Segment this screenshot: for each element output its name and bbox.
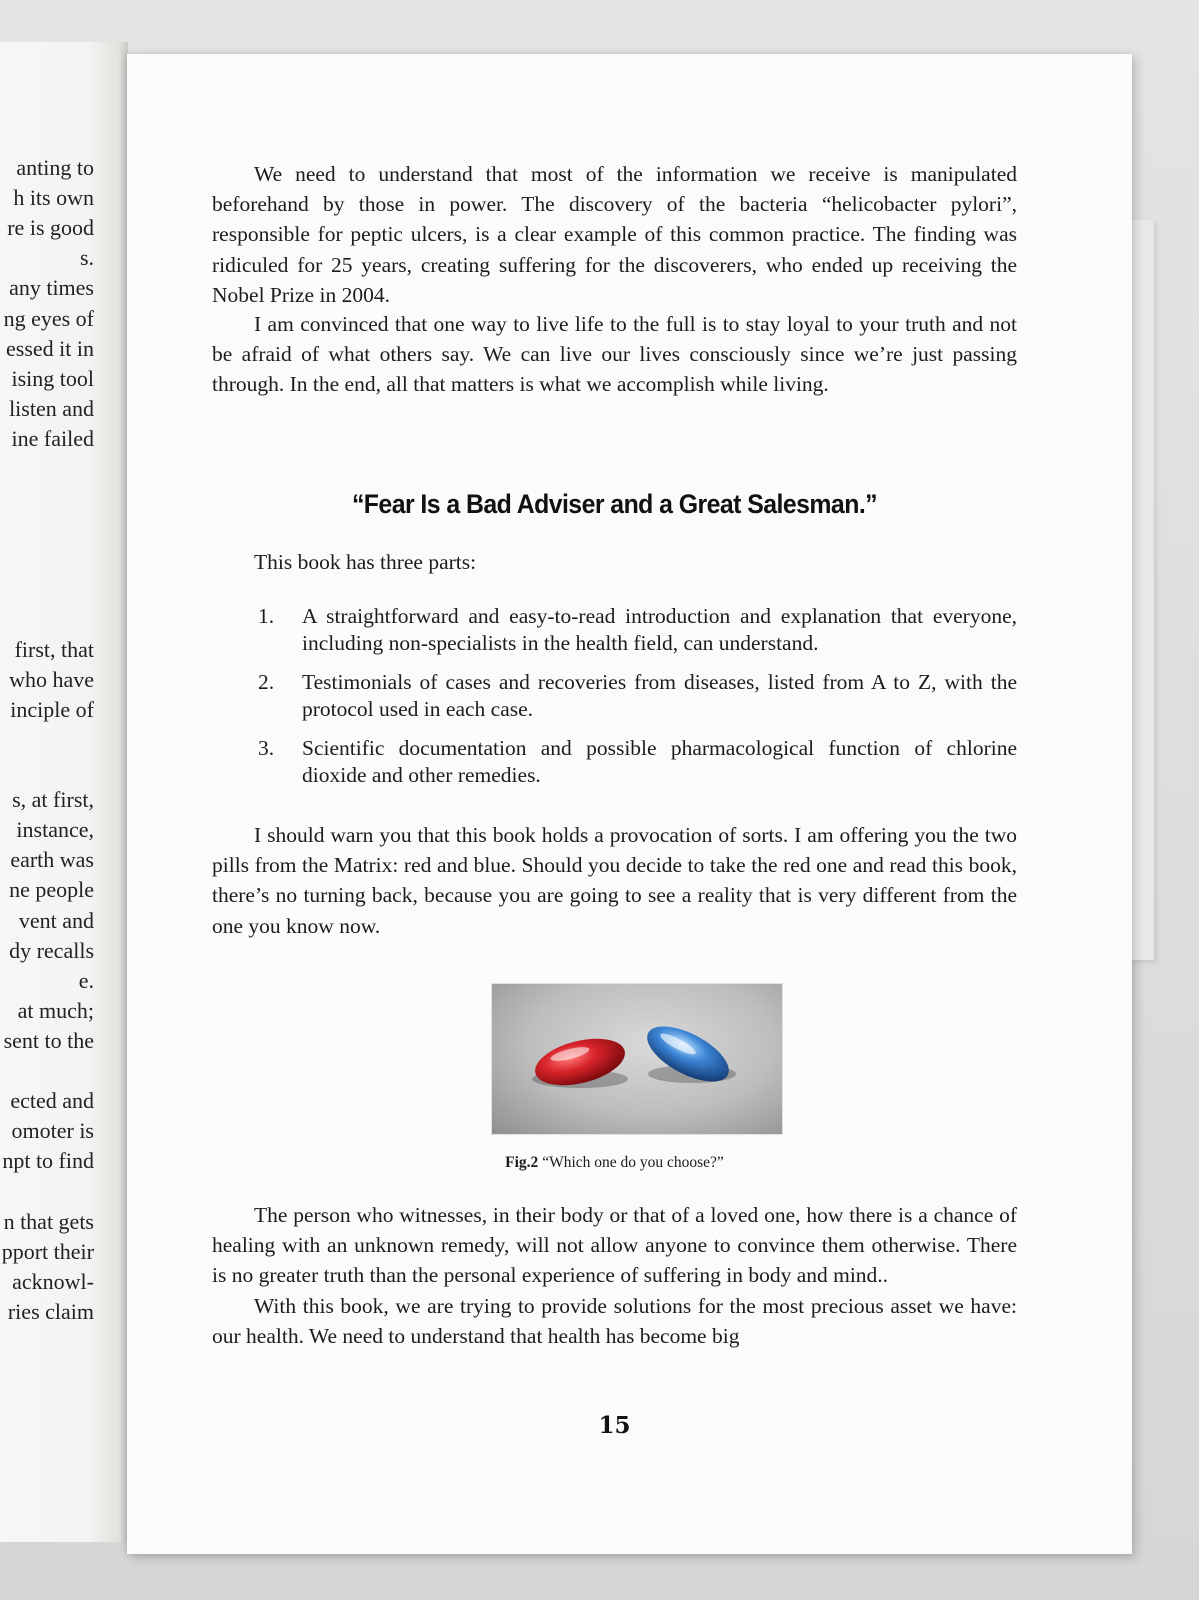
paragraph-1-text: We need to understand that most of the information we receive is manipulated beforehand by those in power. The discovery of the bacteria “helicobacter pylori”, responsible for peptic ulcers, is a clear example of this common practice. The finding was ridiculed for 25 years, creating suffering for the discoverers, who ended up receiving the Nobel Prize in 2004.: [212, 162, 1017, 307]
left-page-line: acknowl-: [12, 1268, 94, 1294]
list-number: 1.: [258, 604, 275, 628]
section-heading: “Fear Is a Bad Adviser and a Great Salesman.”: [351, 489, 878, 519]
left-page-line: essed it in: [6, 335, 94, 361]
left-page-line: sent to the: [3, 1027, 94, 1053]
figure-caption: [212, 1154, 1017, 1172]
left-page-line: anting to: [16, 155, 94, 180]
left-page-line: ected and: [10, 1088, 94, 1114]
left-page-line: ries claim: [7, 1298, 94, 1324]
left-page-line: h its own: [13, 185, 94, 211]
list-text: Testimonials of cases and recoveries from diseases, listed from A to Z, with the protocol used in each case.: [302, 670, 1017, 721]
list-item: [254, 735, 1017, 789]
left-page-line: s, at first,: [12, 787, 94, 813]
left-page-line: ine failed: [11, 425, 94, 451]
page-number: 15: [598, 1412, 631, 1439]
paragraph-3-text: I should warn you that this book holds a provocation of sorts. I am offering you the two pills from the Matrix: red and blue. Should you decide to take the red one and read this book, there’s no turning back, because you are going to see a reality that is very different from the one you know now.: [212, 823, 1017, 938]
book-page: [127, 54, 1132, 1554]
left-page-line: dy recalls: [9, 937, 94, 963]
left-facing-page: [0, 42, 128, 1542]
left-page-line: re is good: [7, 215, 94, 241]
left-page-line: ising tool: [11, 365, 94, 391]
left-page-line: npt to find: [2, 1148, 94, 1174]
paragraph-2-text: I am convinced that one way to live life to the full is to stay loyal to your truth and not be afraid of what others say. We can live our lives consciously since we’re just passing through. In the end, all that matters is what we accomplish while living.: [212, 312, 1017, 397]
list-item: [254, 669, 1017, 723]
list-intro: This book has three parts:: [254, 550, 477, 574]
pills-image: [492, 984, 782, 1134]
list-item: [254, 603, 1017, 657]
left-page-line: ng eyes of: [3, 305, 94, 331]
left-page-line: ne people: [9, 877, 94, 903]
list-text: A straightforward and easy-to-read introduction and explanation that everyone, including non-specialists in the health field, can understand.: [302, 604, 1017, 655]
left-page-line: listen and: [9, 395, 94, 421]
left-page-line: who have: [9, 666, 94, 692]
left-page-line: at much;: [17, 997, 94, 1023]
list-text: Scientific documentation and possible pharmacological function of chlorine dioxide and other remedies.: [302, 736, 1017, 787]
left-page-line: n that gets: [3, 1208, 94, 1234]
paragraph-3: [212, 820, 1017, 941]
list-number: 3.: [258, 736, 275, 760]
left-page-line: instance,: [16, 817, 94, 843]
list-number: 2.: [258, 670, 275, 694]
paragraph-4a-text: The person who witnesses, in their body or that of a loved one, how there is a chance of healing with an unknown remedy, will not allow anyone to convince them otherwise. There is no greater truth than the personal experience of suffering in body and mind..: [212, 1203, 1017, 1288]
paragraph-2: [212, 309, 1017, 400]
paragraph-1: [212, 159, 1017, 310]
left-page-line: first, that: [14, 636, 94, 662]
left-page-line: pport their: [1, 1238, 94, 1264]
left-page-line: omoter is: [11, 1118, 94, 1144]
left-page-line: inciple of: [10, 696, 94, 722]
left-page-line: earth was: [10, 847, 94, 873]
pills-figure: [492, 984, 782, 1134]
left-page-line: s.: [79, 245, 94, 271]
left-page-line: vent and: [18, 907, 94, 933]
figure-caption-text: “Which one do you choose?”: [542, 1154, 724, 1171]
parts-list: [254, 603, 1017, 801]
left-page-line: e.: [78, 967, 94, 993]
paragraph-4b-text: With this book, we are trying to provide solutions for the most precious asset we have: our health. We need to understand that health has become big: [212, 1293, 1017, 1348]
paragraph-4: [212, 1200, 1017, 1351]
left-page-line: any times: [9, 275, 94, 301]
figure-label: Fig.2: [505, 1154, 539, 1171]
